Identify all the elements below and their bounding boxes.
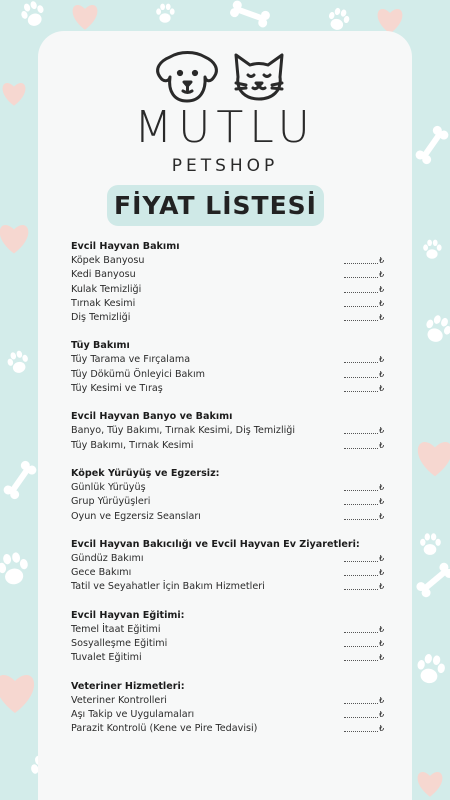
currency-symbol: ₺ [379,639,385,649]
price-placeholder [344,311,378,325]
currency-symbol: ₺ [379,426,385,436]
currency-symbol: ₺ [379,270,385,280]
currency-symbol: ₺ [379,298,385,308]
price-placeholder [344,382,378,396]
price-row [71,297,391,311]
price-row [71,283,391,297]
brand-name: MUTLU [134,102,316,153]
currency-symbol: ₺ [379,256,385,265]
service-name: Veteriner Kontrolleri [71,694,167,706]
service-name: Tüy Tarama ve Fırçalama [71,354,191,366]
price-placeholder [344,694,378,708]
service-name: Köpek Banyosu [71,255,145,266]
service-name: Sosyalleşme Eğitimi [71,638,168,650]
page-title: FİYAT LİSTESİ [114,191,317,220]
paw-print-icon [5,349,31,375]
heart-icon [378,9,403,34]
price-placeholder [344,439,378,453]
price-row [71,637,391,651]
price-placeholder [344,722,378,736]
price-section [71,410,391,453]
paw-print-icon [421,312,450,345]
paw-print-icon [423,240,441,259]
price-row [71,481,391,495]
section-title: Köpek Yürüyüş ve Egzersiz: [71,467,220,479]
service-name: Temel İtaat Eğitimi [71,623,161,635]
service-name: Tüy Kesimi ve Tıraş [71,383,163,395]
brand-subtitle: PETSHOP [171,156,279,176]
price-placeholder [344,254,378,268]
paw-print-icon [415,652,447,685]
currency-symbol: ₺ [379,384,385,394]
currency-symbol: ₺ [379,511,385,521]
price-row [71,254,391,268]
service-name: Diş Temizliği [71,312,131,324]
currency-symbol: ₺ [379,553,385,563]
service-name: Kedi Banyosu [71,269,136,281]
price-placeholder [344,424,378,438]
heart-icon [418,442,450,476]
price-row [71,694,391,708]
price-sections [71,240,391,751]
price-row [71,439,391,453]
price-row [71,566,391,580]
heart-icon [0,225,28,253]
price-placeholder [344,708,378,722]
section-title: Tüy Bakımı [71,340,130,352]
price-section [71,538,391,595]
logo [150,47,300,107]
price-section [71,240,391,325]
price-row [71,311,391,325]
price-row [71,424,391,438]
section-title: Evcil Hayvan Banyo ve Bakımı [71,411,233,423]
service-name: Tüy Dökümü Önleyici Bakım [71,368,205,380]
service-name: Parazit Kontrolü (Kene ve Pire Tedavisi) [71,723,258,735]
price-section [71,339,391,396]
price-row [71,651,391,665]
price-row [71,623,391,637]
currency-symbol: ₺ [379,284,385,294]
section-title: Veteriner Hizmetleri: [71,680,185,692]
heart-icon [418,772,443,797]
price-row [71,708,391,722]
service-name: Banyo, Tüy Bakımı, Tırnak Kesimi, Diş Temizliği [71,425,296,437]
price-placeholder [344,368,378,382]
price-placeholder [344,580,378,594]
currency-symbol: ₺ [379,582,385,592]
currency-symbol: ₺ [379,440,385,450]
currency-symbol: ₺ [379,568,385,578]
heart-icon [73,5,98,30]
service-name: Gece Bakımı [71,567,132,579]
section-title: Evcil Hayvan Eğitimi: [71,609,185,621]
service-name: Oyun ve Egzersiz Seansları [71,510,201,522]
price-row [71,722,391,736]
cat-face-icon [236,55,282,99]
price-row [71,580,391,594]
price-placeholder [344,481,378,495]
price-row [71,368,391,382]
service-name: Günlük Yürüyüş [71,481,146,493]
service-name: Tüy Bakımı, Tırnak Kesimi [71,439,194,451]
service-name: Grup Yürüyüşleri [71,496,151,508]
price-placeholder [344,566,378,580]
paw-print-icon [18,0,48,29]
currency-symbol: ₺ [379,369,385,379]
service-name: Tırnak Kesimi [71,297,136,309]
price-placeholder [344,637,378,651]
price-placeholder [344,623,378,637]
section-title: Evcil Hayvan Bakıcılığı ve Evcil Hayvan Ev Ziyaretleri: [71,538,360,550]
price-row [71,353,391,367]
price-row [71,510,391,524]
price-placeholder [344,651,378,665]
heart-icon [0,675,34,713]
price-section [71,609,391,666]
currency-symbol: ₺ [379,624,385,634]
price-row [71,552,391,566]
service-name: Gündüz Bakımı [71,552,144,564]
paw-print-icon [326,6,352,32]
price-row [71,268,391,282]
service-name: Kulak Temizliği [71,283,142,295]
price-placeholder [344,510,378,524]
bone-icon [415,561,450,599]
price-placeholder [344,297,378,311]
currency-symbol: ₺ [379,313,385,323]
price-placeholder [344,495,378,509]
price-placeholder [344,268,378,282]
bone-icon [229,0,271,29]
currency-symbol: ₺ [379,653,385,663]
price-row [71,495,391,509]
paw-print-icon [0,551,31,587]
section-title: Evcil Hayvan Bakımı [71,241,180,252]
currency-symbol: ₺ [379,482,385,492]
price-placeholder [344,283,378,297]
currency-symbol: ₺ [379,355,385,365]
paw-print-icon [156,4,174,23]
price-placeholder [344,353,378,367]
service-name: Aşı Takip ve Uygulamaları [71,708,195,720]
price-row [71,382,391,396]
paw-print-icon [420,533,441,555]
currency-symbol: ₺ [379,709,385,719]
currency-symbol: ₺ [379,695,385,705]
currency-symbol: ₺ [379,497,385,507]
bone-icon [2,459,38,501]
price-section [71,680,391,737]
service-name: Tatil ve Seyahatler İçin Bakım Hizmetleri [71,581,265,593]
currency-symbol: ₺ [379,724,385,734]
dog-face-icon [158,53,217,102]
service-name: Tuvalet Eğitimi [71,652,142,664]
price-section [71,467,391,524]
price-placeholder [344,552,378,566]
